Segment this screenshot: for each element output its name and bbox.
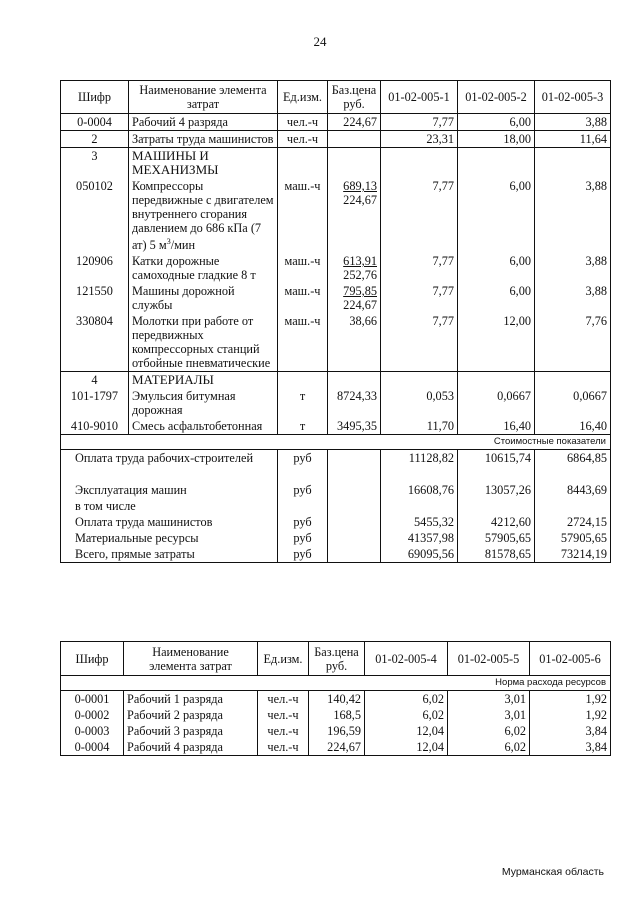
row-v3: 0,0667: [535, 388, 611, 418]
row-v3: 11,64: [535, 131, 611, 148]
section-title: МАШИНЫ И МЕХАНИЗМЫ: [129, 148, 278, 179]
cost-v2: 4212,60: [458, 514, 535, 530]
cost-v1: 5455,32: [381, 514, 458, 530]
row-price: 196,59: [309, 723, 365, 739]
table-row: [61, 114, 611, 131]
header-col1: 01-02-005-4: [365, 642, 448, 676]
norm-subheader: Норма расхода ресурсов: [61, 676, 611, 691]
section-row: [61, 372, 611, 389]
row-v2: 3,01: [448, 691, 530, 708]
header-code: Шифр: [61, 642, 124, 676]
row-code: 0-0001: [61, 691, 124, 708]
row-name: Компрессоры передвижные с двигателем внутреннего сгорания давлением до 686 кПа (7 ат) 5 $м^3$/мин: [129, 178, 278, 253]
row-unit: маш.-ч: [278, 178, 328, 253]
row-v2: 12,00: [458, 313, 535, 372]
cost-v3: 8443,69: [535, 482, 611, 498]
header-col3: 01-02-005-6: [530, 642, 611, 676]
row-v2: 0,0667: [458, 388, 535, 418]
cost-v3: 2724,15: [535, 514, 611, 530]
cost-v1: 16608,76: [381, 482, 458, 498]
row-v2: 6,00: [458, 114, 535, 131]
cost-label: Оплата труда машинистов: [61, 514, 278, 530]
row-code: 0-0002: [61, 707, 124, 723]
row-v2: 6,00: [458, 178, 535, 253]
header-name: Наименование элемента затрат: [124, 642, 258, 676]
row-price: 168,5: [309, 707, 365, 723]
row-code: 101-1797: [61, 388, 129, 418]
row-unit: чел.-ч: [258, 723, 309, 739]
cost-row: [61, 546, 611, 563]
table-row: [61, 707, 611, 723]
row-price: 795,85 224,67: [328, 283, 381, 313]
row-v3: 3,88: [535, 283, 611, 313]
row-v3: 3,88: [535, 114, 611, 131]
resource-table-2: [60, 641, 611, 756]
section-code: 3: [61, 148, 129, 179]
row-code: 050102: [61, 178, 129, 253]
header-price: Баз.цена руб.: [309, 642, 365, 676]
row-price: 140,42: [309, 691, 365, 708]
cost-v3: 6864,85: [535, 450, 611, 482]
cost-label: Эксплуатация машин: [61, 482, 278, 498]
row-unit: чел.-ч: [258, 707, 309, 723]
row-code: 0-0004: [61, 114, 129, 131]
row-name: Рабочий 4 разряда: [124, 739, 258, 756]
row-v1: 12,04: [365, 723, 448, 739]
row-name: Катки дорожные самоходные гладкие 8 т: [129, 253, 278, 283]
row-price: 613,91 252,76: [328, 253, 381, 283]
cost-subheader: Стоимостные показатели: [61, 435, 611, 450]
row-unit: чел.-ч: [258, 691, 309, 708]
row-v1: 6,02: [365, 707, 448, 723]
row-price: 224,67: [328, 114, 381, 131]
row-name: Молотки при работе от передвижных компрессорных станций отбойные пневматические: [129, 313, 278, 372]
row-unit: т: [278, 388, 328, 418]
header-col3: 01-02-005-3: [535, 81, 611, 114]
row-v1: 12,04: [365, 739, 448, 756]
row-name: Затраты труда машинистов: [129, 131, 278, 148]
table-header-row: [61, 81, 611, 114]
cost-row: [61, 514, 611, 530]
row-v3: 3,84: [530, 739, 611, 756]
cost-subheader-row: [61, 435, 611, 450]
row-v3: 16,40: [535, 418, 611, 435]
row-code: 410-9010: [61, 418, 129, 435]
cost-v2: 81578,65: [458, 546, 535, 563]
table-row: [61, 283, 611, 313]
row-price: [328, 131, 381, 148]
row-name: Рабочий 3 разряда: [124, 723, 258, 739]
row-v3: 7,76: [535, 313, 611, 372]
table-row: [61, 723, 611, 739]
row-price: 8724,33: [328, 388, 381, 418]
footer-region: Мурманская область: [501, 866, 604, 878]
row-v2: 6,02: [448, 739, 530, 756]
header-unit: Ед.изм.: [278, 81, 328, 114]
row-unit: чел.-ч: [258, 739, 309, 756]
table-row: [61, 739, 611, 756]
row-v1: 7,77: [381, 253, 458, 283]
cost-label: Всего, прямые затраты: [61, 546, 278, 563]
header-col2: 01-02-005-5: [448, 642, 530, 676]
cost-v3: 57905,65: [535, 530, 611, 546]
header-price: Баз.цена руб.: [328, 81, 381, 114]
cost-v1: 41357,98: [381, 530, 458, 546]
row-name: Машины дорожной службы: [129, 283, 278, 313]
cost-row: [61, 530, 611, 546]
cost-label: Материальные ресурсы: [61, 530, 278, 546]
table-row: [61, 313, 611, 372]
cost-unit: руб: [278, 514, 328, 530]
row-code: 330804: [61, 313, 129, 372]
cost-row: [61, 450, 611, 482]
row-v3: 3,88: [535, 253, 611, 283]
row-v3: 3,88: [535, 178, 611, 253]
row-code: 120906: [61, 253, 129, 283]
table-row: [61, 418, 611, 435]
row-unit: маш.-ч: [278, 283, 328, 313]
row-price: 3495,35: [328, 418, 381, 435]
section-row: [61, 148, 611, 179]
row-code: 2: [61, 131, 129, 148]
cost-unit: руб: [278, 482, 328, 498]
row-unit: чел.-ч: [278, 131, 328, 148]
cost-unit: руб: [278, 546, 328, 563]
cost-v2: 57905,65: [458, 530, 535, 546]
resource-table-1: [60, 80, 611, 563]
header-unit: Ед.изм.: [258, 642, 309, 676]
row-v1: 6,02: [365, 691, 448, 708]
row-unit: т: [278, 418, 328, 435]
row-v2: 6,00: [458, 253, 535, 283]
row-code: 0-0004: [61, 739, 124, 756]
row-price: 38,66: [328, 313, 381, 372]
header-col1: 01-02-005-1: [381, 81, 458, 114]
row-v1: 11,70: [381, 418, 458, 435]
section-code: 4: [61, 372, 129, 389]
table-row: [61, 388, 611, 418]
row-v1: 0,053: [381, 388, 458, 418]
row-unit: маш.-ч: [278, 253, 328, 283]
table-header-row: [61, 642, 611, 676]
row-v3: 3,84: [530, 723, 611, 739]
row-name: Рабочий 4 разряда: [129, 114, 278, 131]
cost-v1: 69095,56: [381, 546, 458, 563]
row-v2: 18,00: [458, 131, 535, 148]
cost-row: [61, 482, 611, 498]
row-price: 224,67: [309, 739, 365, 756]
row-price: 689,13 224,67: [328, 178, 381, 253]
row-v2: 3,01: [448, 707, 530, 723]
row-unit: чел.-ч: [278, 114, 328, 131]
cost-v1: 11128,82: [381, 450, 458, 482]
section-title: МАТЕРИАЛЫ: [129, 372, 278, 389]
row-v2: 16,40: [458, 418, 535, 435]
row-v1: 23,31: [381, 131, 458, 148]
page-number: 24: [313, 34, 327, 49]
row-name: Эмульсия битумная дорожная: [129, 388, 278, 418]
row-code: 0-0003: [61, 723, 124, 739]
header-col2: 01-02-005-2: [458, 81, 535, 114]
cost-v3: 73214,19: [535, 546, 611, 563]
norm-subheader-row: [61, 676, 611, 691]
header-code: Шифр: [61, 81, 129, 114]
row-v1: 7,77: [381, 283, 458, 313]
row-code: 121550: [61, 283, 129, 313]
cost-label: Оплата труда рабочих-строителей: [61, 450, 278, 482]
table-row: [61, 253, 611, 283]
table-row: [61, 691, 611, 708]
cost-v2: 13057,26: [458, 482, 535, 498]
cost-unit: руб: [278, 450, 328, 482]
cost-unit: руб: [278, 530, 328, 546]
row-v1: 7,77: [381, 114, 458, 131]
table-row: [61, 131, 611, 148]
row-v3: 1,92: [530, 691, 611, 708]
row-v2: 6,00: [458, 283, 535, 313]
row-unit: маш.-ч: [278, 313, 328, 372]
row-v1: 7,77: [381, 178, 458, 253]
row-name: Рабочий 2 разряда: [124, 707, 258, 723]
cost-row: [61, 498, 611, 514]
cost-v2: 10615,74: [458, 450, 535, 482]
row-v1: 7,77: [381, 313, 458, 372]
row-v2: 6,02: [448, 723, 530, 739]
row-v3: 1,92: [530, 707, 611, 723]
row-name: Рабочий 1 разряда: [124, 691, 258, 708]
header-name: Наименование элемента затрат: [129, 81, 278, 114]
table-row: [61, 178, 611, 253]
row-name: Смесь асфальтобетонная: [129, 418, 278, 435]
cost-label: в том числе: [61, 498, 278, 514]
